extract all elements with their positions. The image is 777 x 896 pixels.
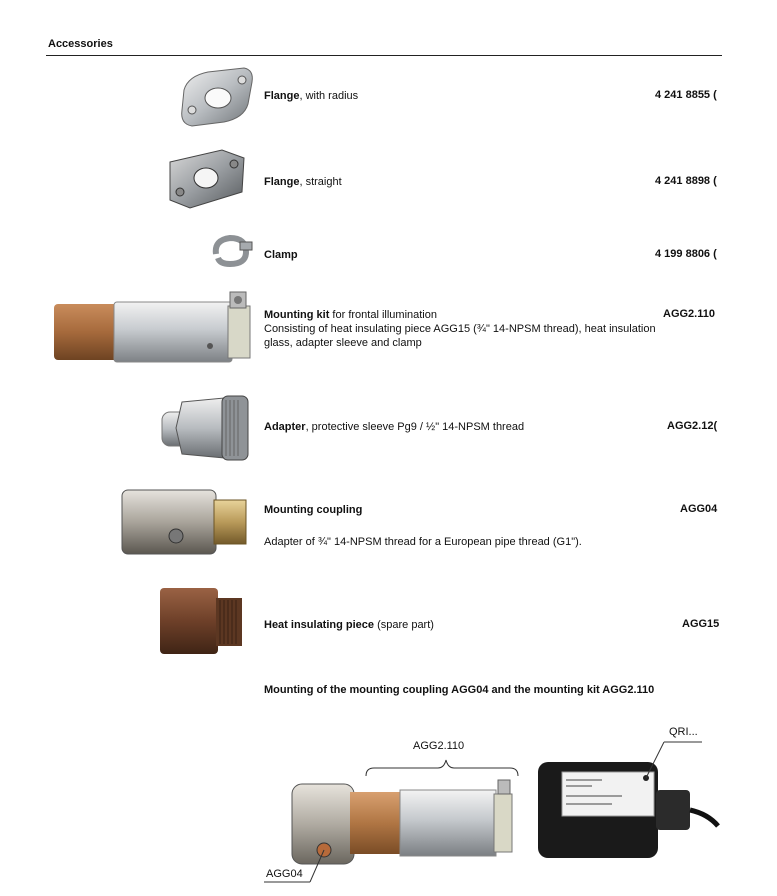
item-clamp-desc <box>264 248 298 262</box>
item-clamp-code: 4 199 8806 ( <box>655 248 717 260</box>
item-name: Mounting kit <box>264 309 330 321</box>
item-name: Flange <box>264 176 300 188</box>
item-mounting-coupling-extra: Adapter of ¾" 14-NPSM thread for a European pipe thread (G1"). <box>264 536 582 548</box>
label-agg04: AGG04 <box>266 868 303 880</box>
mounting-heading: Mounting of the mounting coupling AGG04 and the mounting kit AGG2.110 <box>264 684 655 696</box>
item-detail: (spare part) <box>374 619 434 631</box>
label-agg2-110: AGG2.110 <box>413 740 465 752</box>
item-name: Flange <box>264 90 300 102</box>
item-extra: Consisting of heat insulating piece AGG15 (¾" 14-NPSM thread), heat insulation glass, adapter sleeve and clamp <box>264 323 656 349</box>
mounting-assembly-image <box>262 724 722 886</box>
section-title: Accessories <box>48 38 113 50</box>
item-name: Adapter <box>264 421 306 433</box>
item-name: Heat insulating piece <box>264 619 375 631</box>
item-heat-insulating-desc <box>264 618 434 632</box>
item-flange-straight-code: 4 241 8898 ( <box>655 175 717 187</box>
label-qri: QRI... <box>669 726 698 738</box>
clamp-image <box>210 232 254 268</box>
item-mounting-kit-desc <box>264 308 664 350</box>
item-detail: , straight <box>299 176 342 188</box>
item-detail: , protective sleeve Pg9 / ½" 14-NPSM thread <box>305 421 525 433</box>
item-flange-radius-code: 4 241 8855 ( <box>655 89 717 101</box>
item-detail: for frontal illumination <box>329 309 437 321</box>
item-adapter-code: AGG2.12( <box>667 420 718 432</box>
item-flange-radius-desc <box>264 89 358 103</box>
item-heat-insulating-code: AGG15 <box>682 618 720 630</box>
item-mounting-coupling-desc <box>264 503 362 517</box>
item-mounting-kit-code: AGG2.110 <box>663 308 715 320</box>
item-flange-straight-desc <box>264 175 342 189</box>
item-detail: , with radius <box>299 90 359 102</box>
item-adapter-desc <box>264 420 524 434</box>
flange-straight-image <box>168 148 246 212</box>
mounting-coupling-image <box>120 486 250 558</box>
section-divider <box>46 55 722 56</box>
mounting-kit-image <box>52 290 256 370</box>
item-name: Clamp <box>264 249 298 261</box>
flange-radius-image <box>178 66 256 128</box>
adapter-image <box>160 392 250 464</box>
heat-insulating-piece-image <box>158 586 244 656</box>
item-mounting-coupling-code: AGG04 <box>680 503 718 515</box>
item-name: Mounting coupling <box>264 504 363 516</box>
